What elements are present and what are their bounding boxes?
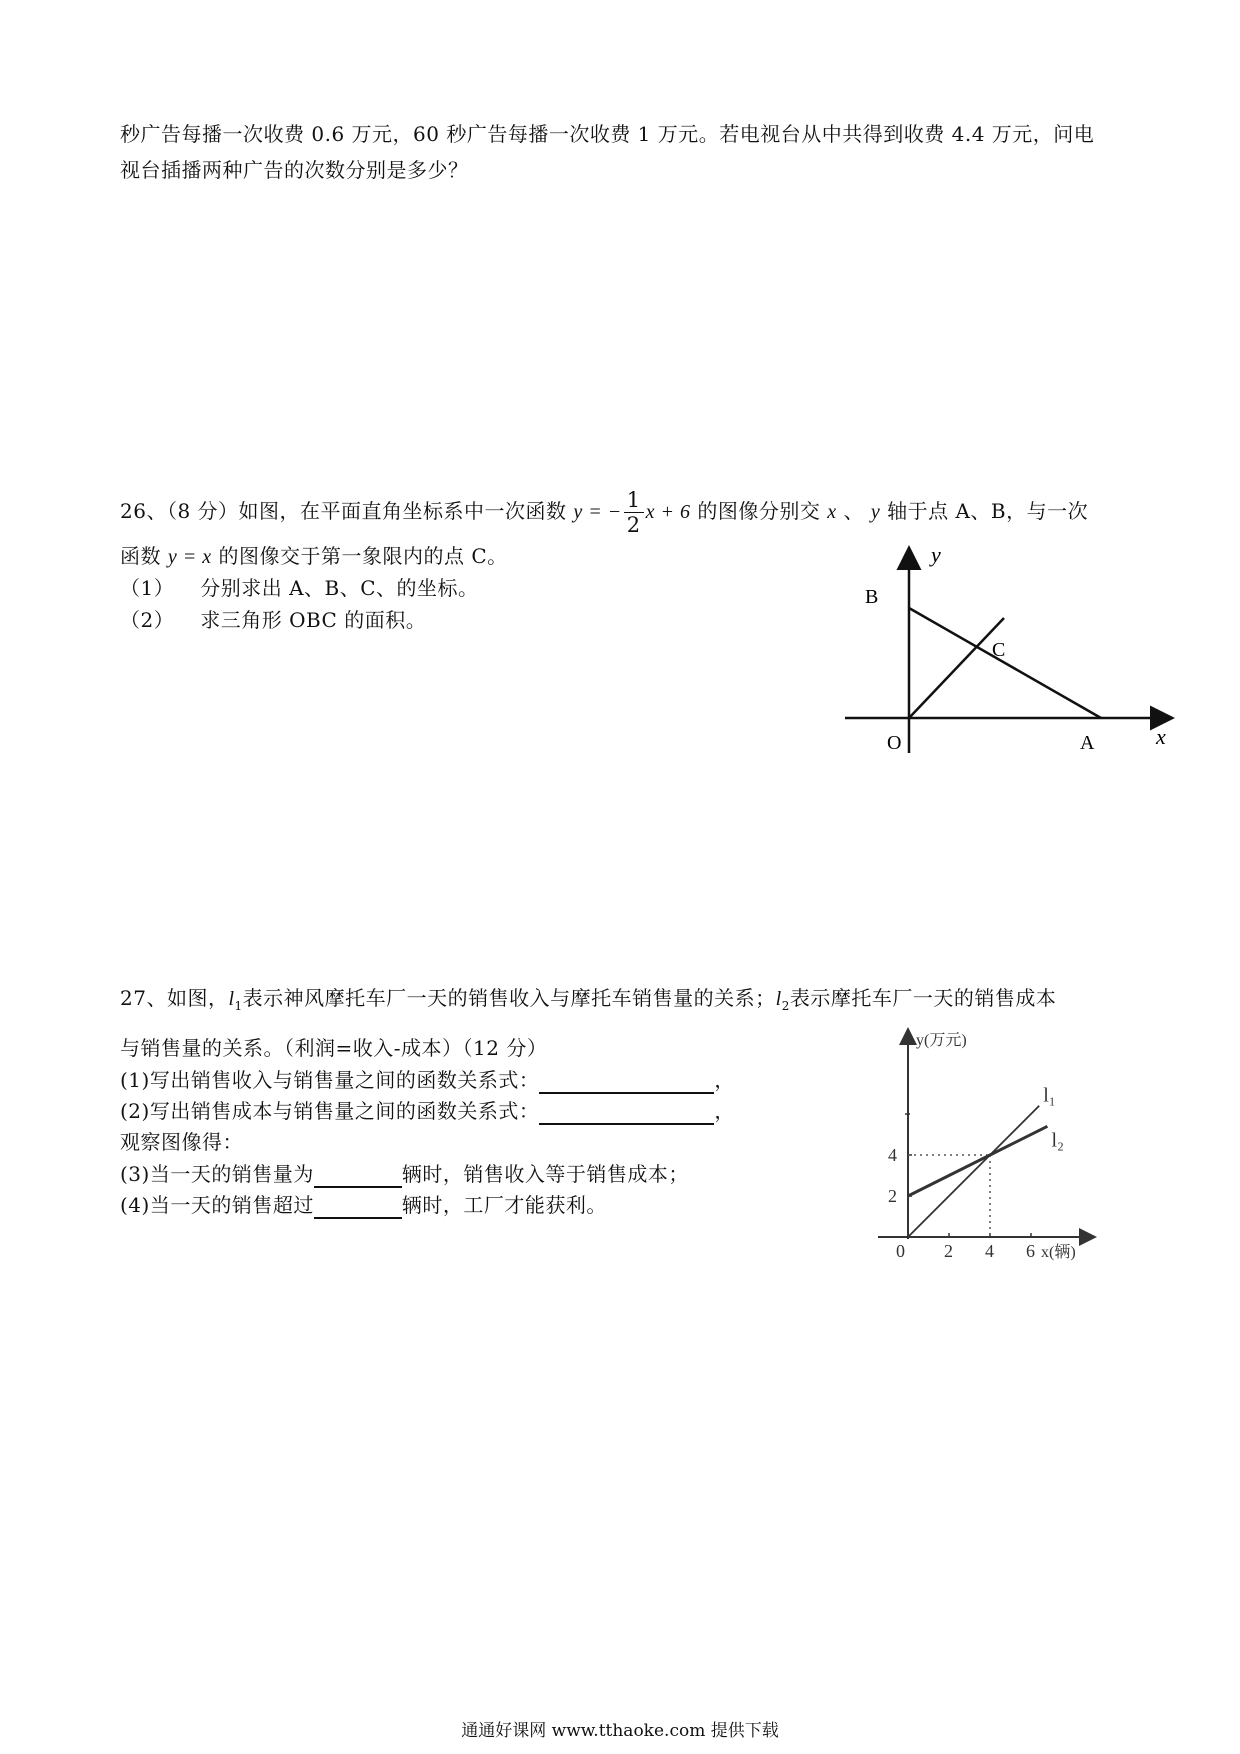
q27-answer-blank-4[interactable] (314, 1195, 402, 1219)
q27-answer-blank-3[interactable] (314, 1164, 402, 1188)
q26-prefix: 26、（8 分）如图，在平面直角坐标系中一次函数 (120, 499, 574, 523)
q26-item-1-text: 分别求出 A、B、C、的坐标。 (200, 576, 479, 600)
q26-item-1 (120, 574, 479, 602)
q26-equation-lhs: y = − (573, 501, 622, 523)
q27-item-2-text: (2)写出销售成本与销售量之间的函数关系式： (120, 1099, 540, 1123)
page-footer: 通通好课网 www.tthaoke.com 提供下载 (461, 1721, 779, 1741)
q27-answer-blank-2[interactable] (539, 1101, 714, 1125)
q26-label-x: x (1156, 724, 1166, 749)
q26-label-o: O (887, 732, 902, 754)
q27-answer-blank-1[interactable] (539, 1070, 714, 1094)
q27-series-label-l2: l₂ (1051, 1129, 1064, 1152)
q26-line2-prefix: 函数 (120, 544, 168, 568)
q27-item-3-pre: (3)当一天的销售量为 (120, 1162, 314, 1186)
q27-l2-sub: 2 (781, 999, 790, 1013)
q27-x-axis-label: x(辆) (1041, 1244, 1076, 1261)
q27-item-4 (120, 1191, 607, 1219)
q26-equation-2: y = x (167, 546, 212, 568)
q26-label-b: B (865, 586, 879, 608)
q27-observe: 观察图像得： (120, 1130, 243, 1154)
q26-item-2 (120, 606, 426, 634)
q27-item-1 (120, 1066, 735, 1094)
q26-fraction-denominator: 2 (626, 513, 641, 537)
q27-x-tick-label: 0 (896, 1241, 905, 1261)
q27-middle: 表示神风摩托车厂一天的销售收入与摩托车销售量的关系； (242, 986, 776, 1010)
q27-l2: l (775, 988, 782, 1010)
q26-item-2-text: 求三角形 OBC 的面积。 (200, 608, 427, 632)
q27-item-4-pre: (4)当一天的销售超过 (120, 1193, 314, 1217)
q27-series-line-2 (908, 1126, 1047, 1196)
q27-y-tick-label: 4 (888, 1145, 897, 1165)
q27-x-tick-label: 2 (944, 1241, 953, 1261)
q27-item-3-post: 辆时，销售收入等于销售成本； (401, 1162, 689, 1186)
q27-prefix: 27、如图， (120, 986, 229, 1010)
q27-x-tick-label: 4 (985, 1241, 994, 1261)
q25-line-2: 视台插播两种广告的次数分别是多少？ (120, 158, 469, 182)
q25-line-1: 秒广告每播一次收费 0.6 万元，60 秒广告每播一次收费 1 万元。若电视台从中共得到收费 4.4 万元，问电 (120, 122, 1095, 146)
q26-line-1 (120, 488, 1088, 537)
q27-item-4-post: 辆时，工厂才能获利。 (401, 1193, 607, 1217)
q27-item-2 (120, 1097, 735, 1125)
q26-label-y: y (931, 545, 941, 567)
q26-line2-suffix: 的图像交于第一象限内的点 C。 (211, 544, 508, 568)
q27-x-tick-label: 6 (1026, 1241, 1035, 1261)
q26-line-ab (909, 608, 1101, 718)
q26-figure (840, 545, 1180, 775)
q27-item-2-after: ， (714, 1099, 735, 1123)
q27-item-1-after: ， (714, 1068, 735, 1092)
q26-equation-rhs: x + 6 (645, 501, 691, 523)
q27-line-2: 与销售量的关系。（利润=收入-成本）（12 分） (120, 1036, 548, 1060)
q27-line-1 (120, 984, 1056, 1020)
q27-y-tick-label: 2 (888, 1186, 897, 1206)
q27-l1: l (228, 988, 235, 1010)
q26-item-2-number: （2） (120, 608, 175, 632)
q26-fraction (624, 488, 644, 537)
q26-line-oc (909, 618, 1004, 718)
q26-var-x: x (827, 501, 837, 523)
q26-var-y: y (870, 501, 881, 523)
q27-series-line-1 (908, 1106, 1039, 1237)
q26-fraction-numerator: 1 (624, 488, 644, 513)
q26-separator: 、 (836, 499, 871, 523)
q27-item-3 (120, 1160, 689, 1188)
q26-line-2 (120, 542, 508, 571)
q27-chart (860, 1025, 1130, 1265)
q27-l1-sub: 1 (234, 999, 243, 1013)
q26-label-a: A (1080, 732, 1095, 754)
q27-series-label-l1: l₁ (1043, 1084, 1056, 1107)
q26-item-1-number: （1） (120, 576, 175, 600)
q27-suffix: 表示摩托车厂一天的销售成本 (789, 986, 1057, 1010)
q26-suffix: 轴于点 A、B，与一次 (880, 499, 1089, 523)
q27-y-axis-label: y(万元) (916, 1032, 967, 1049)
q26-after-equation: 的图像分别交 (690, 499, 828, 523)
q26-label-c: C (992, 639, 1006, 661)
q27-item-1-text: (1)写出销售收入与销售量之间的函数关系式： (120, 1068, 540, 1092)
